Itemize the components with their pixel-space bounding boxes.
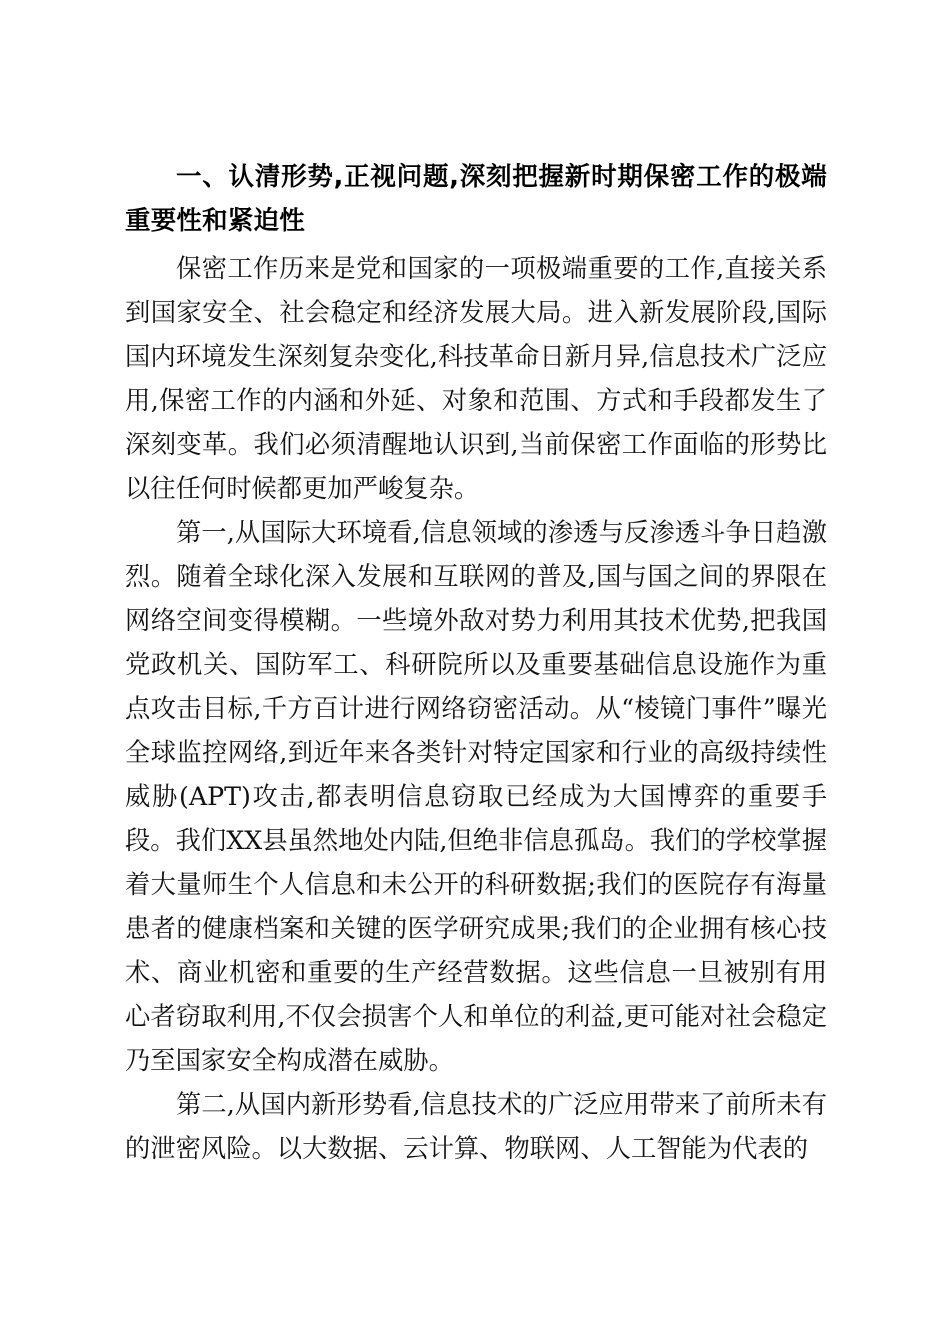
paragraph-point-two: 第二,从国内新形势看,信息技术的广泛应用带来了前所未有的泄密风险。以大数据、云计算、物联网、人工智能为代表的 [125, 1090, 827, 1163]
document-body [125, 155, 827, 1171]
paragraph-intro: 保密工作历来是党和国家的一项极端重要的工作,直接关系到国家安全、社会稳定和经济发展大局。进入新发展阶段,国际国内环境发生深刻复杂变化,科技革命日新月异,信息技术广泛应用,保密工作的内涵和外延、对象和范围、方式和手段都发生了深刻变革。我们必须清醒地认识到,当前保密工作面临的形势比以往任何时候都更加严峻复杂。 [125, 254, 827, 503]
section-heading-1: 一、认清形势,正视问题,深刻把握新时期保密工作的极端重要性和紧迫性 [125, 162, 827, 236]
paragraph-point-one: 第一,从国际大环境看,信息领域的渗透与反渗透斗争日趋激烈。随着全球化深入发展和互联网的普及,国与国之间的界限在网络空间变得模糊。一些境外敌对势力利用其技术优势,把我国党政机关、国防军工、科研院所以及重要基础信息设施作为重点攻击目标,千方百计进行网络窃密活动。从“棱镜门事件”曝光全球监控网络,到近年来各类针对特定国家和行业的高级持续性威胁(APT)攻击,都表明信息窃取已经成为大国博弈的重要手段。我们XX县虽然地处内陆,但绝非信息孤岛。我们的学校掌握着大量师生个人信息和未公开的科研数据;我们的医院存有海量患者的健康档案和关键的医学研究成果;我们的企业拥有核心技术、商业机密和重要的生产经营数据。这些信息一旦被别有用心者窃取利用,不仅会损害个人和单位的利益,更可能对社会稳定乃至国家安全构成潜在威胁。 [125, 518, 827, 1075]
